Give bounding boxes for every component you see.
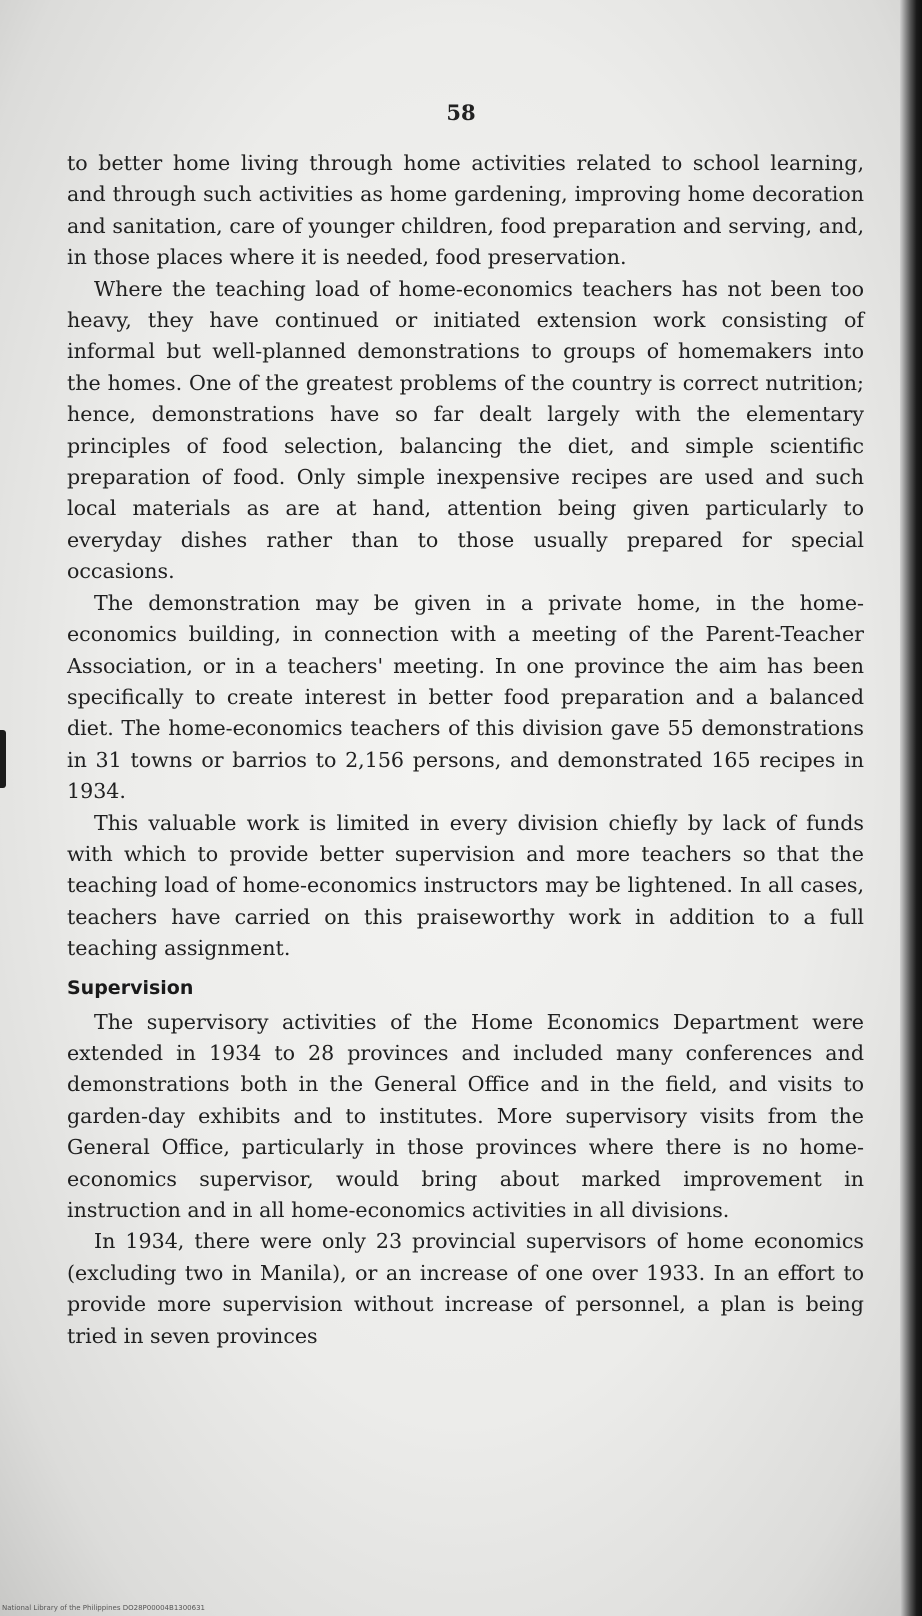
scan-artifact-mark [0, 730, 6, 788]
paragraph-continuation: to better home living through home activities related to school learning, and through such activities as home gardening, improving home decoration and sanitation, care of younger children, food preparation and serving, and, in those places where it is needed, food preservation. [67, 151, 864, 270]
paragraph-supervisory-activities: The supervisory activities of the Home Economics Department were extended in 1934 to 28 provinces and included many conferences and demonstrations both in the General Office and in the field, and visits to garden-day exhibits and to institutes. More supervisory visits from the General Office, particularly in those provinces where there is no home-economics supervisor, would bring about marked improvement in instruction and in all home-economics activities in all divisions. [67, 1009, 864, 1222]
page-binding-shadow [900, 0, 922, 1616]
page-number: 58 [446, 100, 476, 125]
paragraph-extension-work: Where the teaching load of home-economics teachers has not been too heavy, they have continued or initiated extension work consisting of informal but well-planned demonstrations to groups of homemakers into the homes. One of the greatest problems of the country is correct nutrition; hence, demonstrations have so far dealt largely with the elementary principles of food selection, balancing the diet, and simple scientific preparation of food. Only simple inexpensive recipes are used and such local materials as are at hand, attention being given particularly to everyday dishes rather than to those usually prepared for special occasions. [67, 276, 864, 584]
paragraph-provincial-supervisors: In 1934, there were only 23 provincial supervisors of home economics (excluding two in Manila), or an increase of one over 1933. In an effort to provide more supervision without increase of personnel, a plan is being tried in seven provinces [67, 1229, 864, 1348]
paragraph-demonstration: The demonstration may be given in a private home, in the home-economics building, in connection with a meeting of the Parent-Teacher Association, or in a teachers' meeting. In one province the aim has been specifically to create interest in better food preparation and a balanced diet. The home-economics teachers of this division gave 55 demonstrations in 31 towns or barrios to 2,156 persons, and demonstrated 165 recipes in 1934. [67, 590, 864, 804]
body-text [67, 148, 864, 1352]
section-heading-supervision: Supervision [67, 976, 194, 999]
footer-library-note: National Library of the Philippines DO28P00004B1300631 [2, 1604, 205, 1612]
paragraph-limited-funds: This valuable work is limited in every division chiefly by lack of funds with which to provide better supervision and more teachers so that the teaching load of home-economics instructors may be lightened. In all cases, teachers have carried on this praiseworthy work in addition to a full teaching assignment. [67, 810, 864, 961]
